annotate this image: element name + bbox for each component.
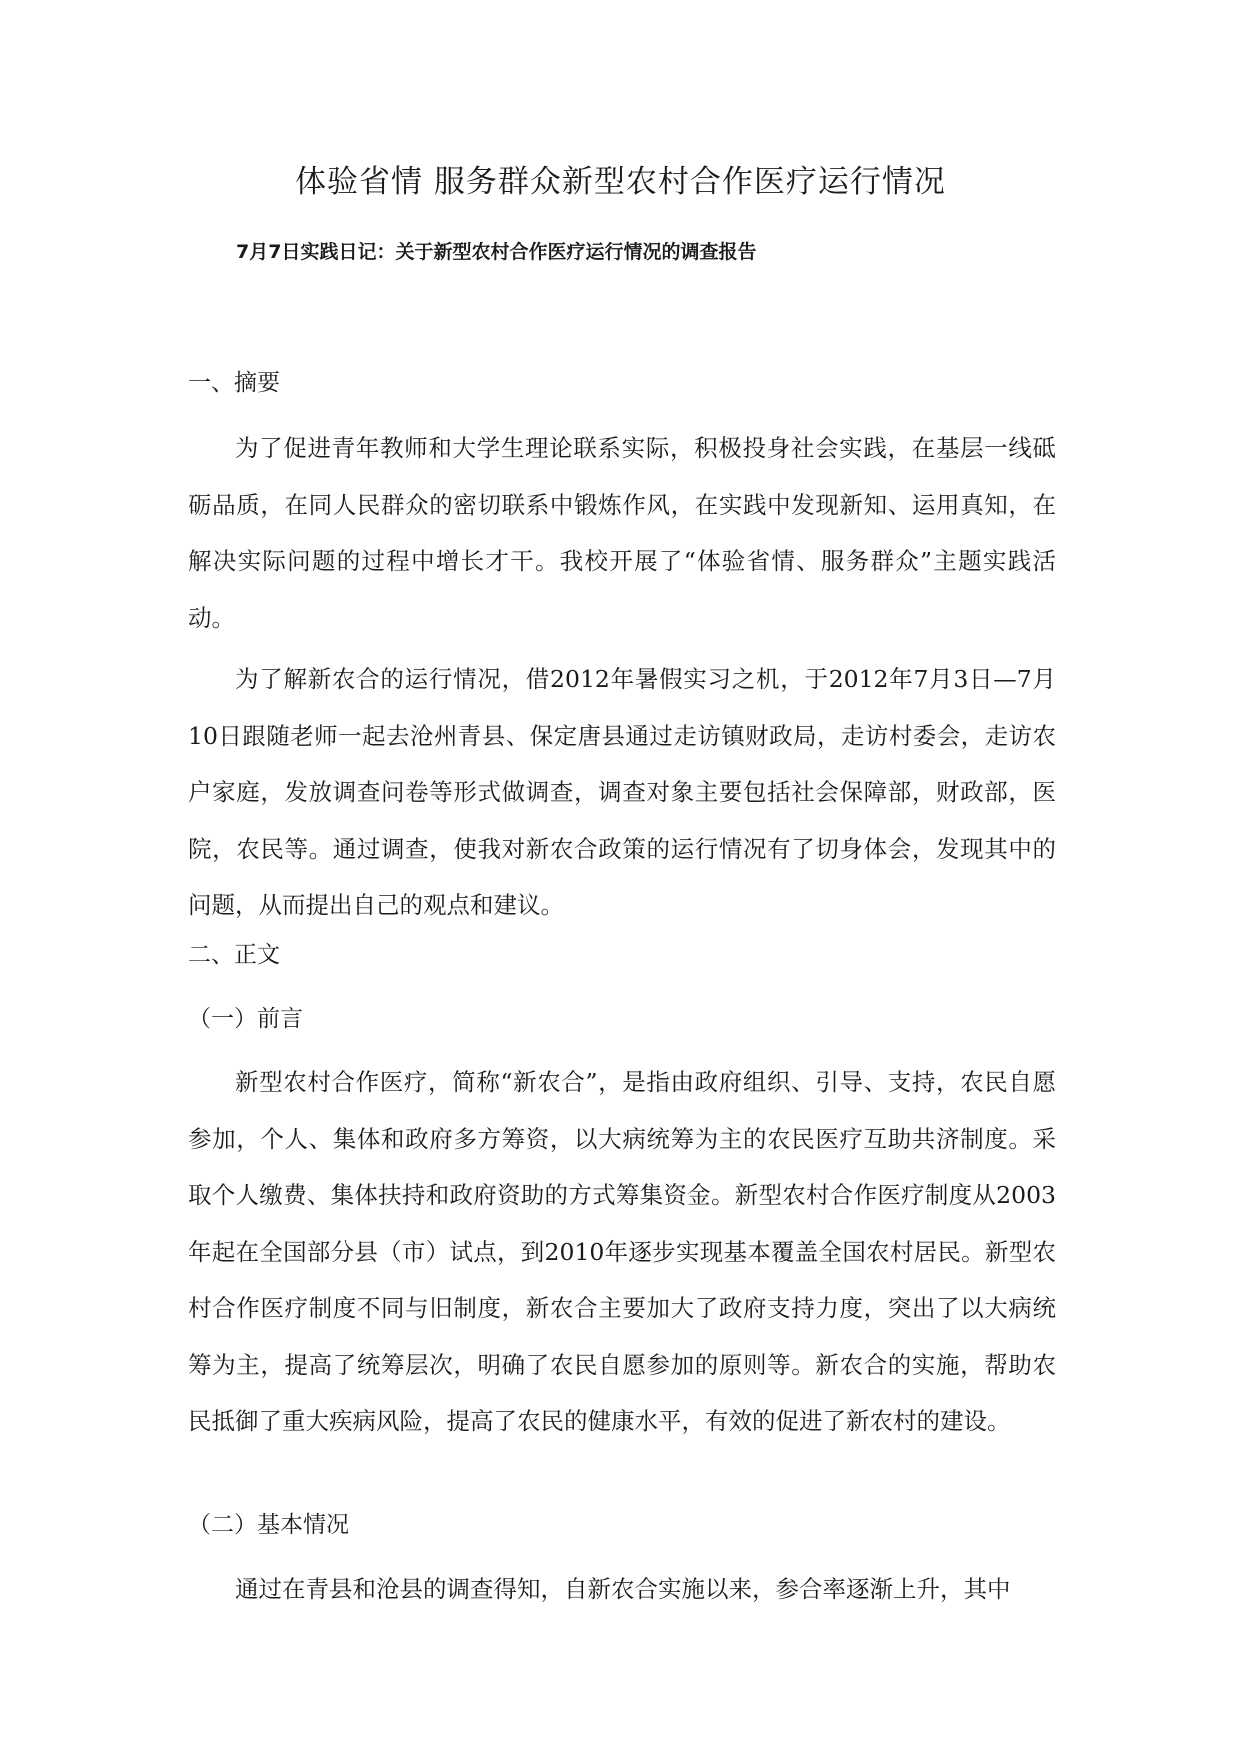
paragraph-preface: 新型农村合作医疗，简称“新农合”，是指由政府组织、引导、支持，农民自愿参加，个人、集体和政府多方筹资，以大病统筹为主的农民医疗互助共济制度。采取个人缴费、集体扶持和政府资助的方式筹集资金。新型农村合作医疗制度从2003年起在全国部分县（市）试点，到2010年逐步实现基本覆盖全国农村居民。新型农村合作医疗制度不同与旧制度，新农合主要加大了政府支持力度，突出了以大病统筹为主，提高了统筹层次，明确了农民自愿参加的原则等。新农合的实施，帮助农民抵御了重大疾病风险，提高了农民的健康水平，有效的促进了新农村的建设。	[188, 1068, 1056, 1435]
subsection-heading-preface: （一）前言	[188, 1006, 303, 1032]
document-subtitle: 7月7日实践日记：关于新型农村合作医疗运行情况的调查报告	[236, 241, 757, 263]
subsection-heading-basic-situation: （二）基本情况	[188, 1512, 349, 1538]
section-heading-abstract: 一、摘要	[188, 370, 280, 396]
paragraph-abstract-2: 为了解新农合的运行情况，借2012年暑假实习之机，于2012年7月3日—7月10日跟随老师一起去沧州青县、保定唐县通过走访镇财政局，走访村委会，走访农户家庭，发放调查问卷等形式做调查，调查对象主要包括社会保障部，财政部，医院，农民等。通过调查，使我对新农合政策的运行情况有了切身体会，发现其中的问题，从而提出自己的观点和建议。	[188, 665, 1056, 919]
paragraph-abstract-1: 为了促进青年教师和大学生理论联系实际，积极投身社会实践，在基层一线砥砺品质，在同人民群众的密切联系中锻炼作风，在实践中发现新知、运用真知，在解决实际问题的过程中增长才干。我校开展了“体验省情、服务群众”主题实践活动。	[188, 434, 1056, 632]
section-heading-body: 二、正文	[188, 942, 280, 968]
paragraph-basic-situation: 通过在青县和沧县的调查得知，自新农合实施以来，参合率逐渐上升，其中	[235, 1575, 1011, 1603]
document-title: 体验省情 服务群众新型农村合作医疗运行情况	[295, 164, 946, 200]
